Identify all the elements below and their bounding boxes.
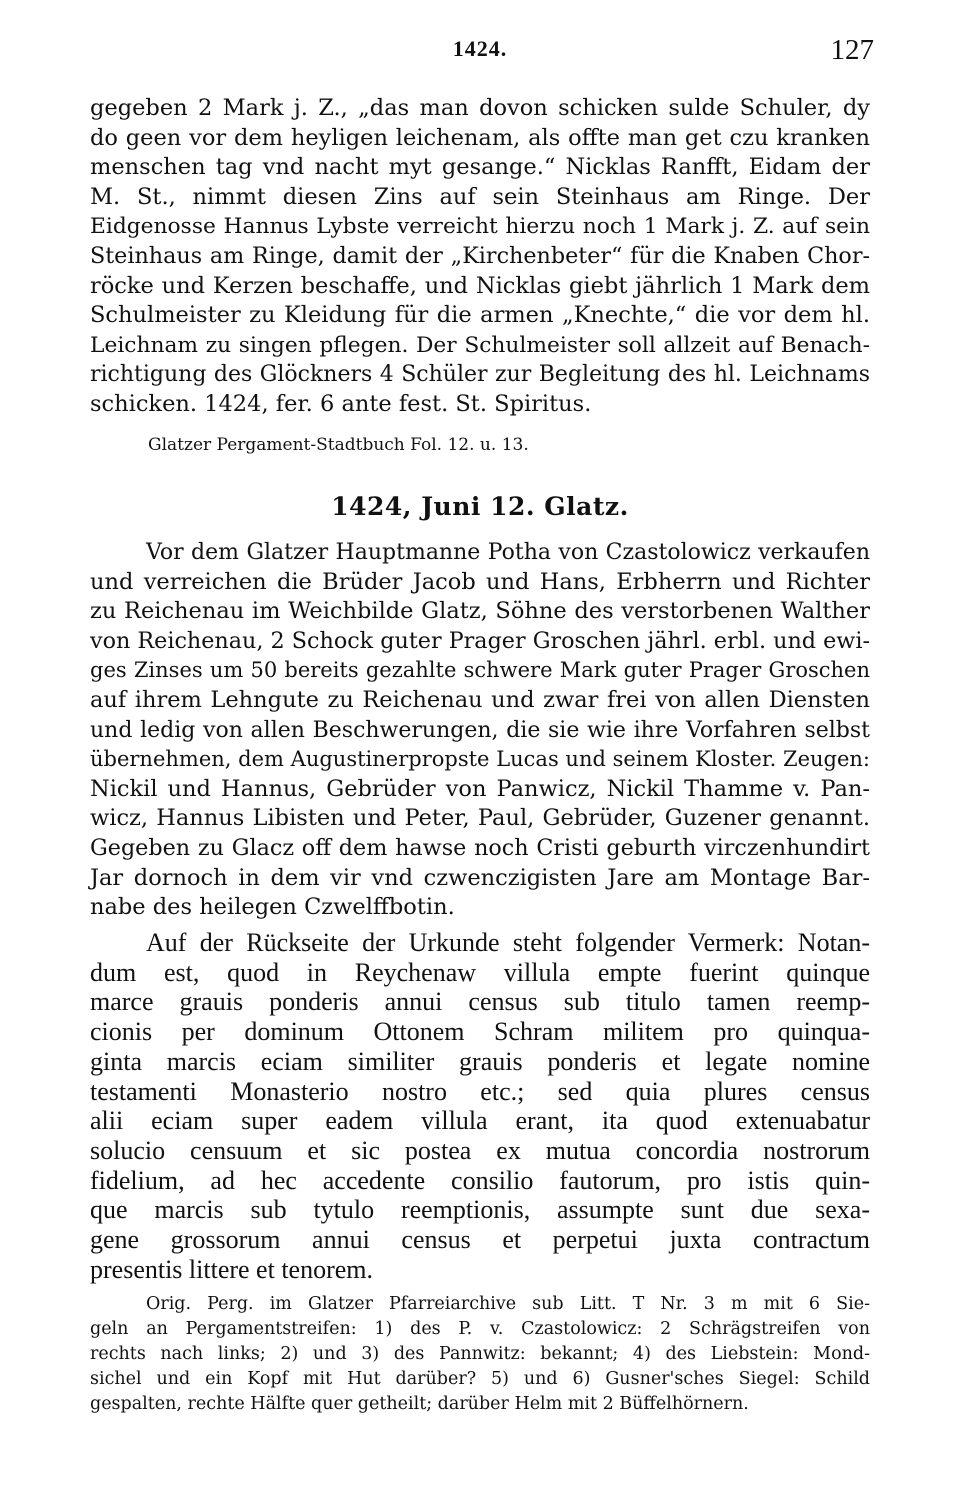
text-line: fidelium, ad hec accedente consilio fautorum, pro istis quin- <box>90 1165 870 1195</box>
latin-note-paragraph <box>90 928 870 1284</box>
text-line: ginta marcis eciam similiter grauis ponderis et legate nomine <box>90 1046 870 1076</box>
text-line: Jar dornoch in dem vir vnd czwenczigisten Jare am Montage Bar- <box>90 864 870 891</box>
text-line: ges Zinses um 50 bereits gezahlte schwere Mark guter Prager Groschen <box>90 658 870 683</box>
text-line: marce grauis ponderis annui census sub titulo tamen reemp- <box>90 987 870 1017</box>
page-number: 127 <box>830 34 874 66</box>
text-line: übernehmen, dem Augustinerpropste Lucas und seinem Kloster. Zeugen: <box>90 747 870 772</box>
source-line: Glatzer Pergament-Stadtbuch Fol. 12. u. 13. <box>148 435 529 455</box>
note-line: Orig. Perg. im Glatzer Pfarreiarchive sub Litt. T Nr. 3 m mit 6 Sie- <box>146 1294 870 1314</box>
text-line: cionis per dominum Ottonem Schram militem pro quinqua- <box>90 1017 870 1047</box>
note-line: geln an Pergamentstreifen: 1) des P. v. Czastolowicz: 2 Schrägstreifen von <box>90 1319 870 1339</box>
text-line: Vor dem Glatzer Hauptmanne Potha von Czastolowicz verkaufen <box>146 540 870 565</box>
text-line: Schulmeister zu Kleidung für die armen „Knechte,“ die vor dem hl. <box>90 302 870 329</box>
text-line: M. St., nimmt diesen Zins auf sein Steinhaus am Ringe. Der <box>90 183 870 210</box>
text-line: alii eciam super eadem villula erant, ita quod extenuabatur <box>90 1106 870 1136</box>
text-line: Nickil und Hannus, Gebrüder von Panwicz, Nickil Thamme v. Pan- <box>90 775 870 802</box>
note-line: sichel und ein Kopf mit Hut darüber? 5) und 6) Gusner'sches Siegel: Schild <box>90 1369 870 1389</box>
text-line: von Reichenau, 2 Schock guter Prager Groschen jährl. erbl. und ewi- <box>90 627 870 654</box>
text-line: menschen tag vnd nacht myt gesange.“ Nicklas Ranfft, Eidam der <box>90 154 870 181</box>
text-line: richtigung des Glöckners 4 Schüler zur Begleitung des hl. Leichnams <box>90 362 870 388</box>
document-summary-paragraph <box>90 538 870 923</box>
text-line: röcke und Kerzen beschaffe, und Nicklas giebt jährlich 1 Mark dem <box>90 272 870 299</box>
running-header-year: 1424. <box>452 36 508 61</box>
section-title: 1424, Juni 12. Glatz. <box>331 492 629 521</box>
text-line: auf ihrem Lehngute zu Reichenau und zwar frei von allen Diensten <box>90 686 870 713</box>
text-line: und ledig von allen Beschwerungen, die sie wie ihre Vorfahren selbst <box>90 717 870 743</box>
text-line: Gegeben zu Glacz off dem hawse noch Cristi geburth virczenhundirt <box>90 834 870 861</box>
text-line: solucio censuum et sic postea ex mutua concordia nostrorum <box>90 1135 870 1165</box>
text-line: presentis littere et tenorem. <box>90 1254 374 1284</box>
seal-description-note <box>90 1292 870 1417</box>
text-line: zu Reichenau im Weichbilde Glatz, Söhne des verstorbenen Walther <box>90 598 870 625</box>
text-line: nabe des heilegen Czwelffbotin. <box>90 894 455 921</box>
text-line: Leichnam zu singen pflegen. Der Schulmeister soll allzeit auf Benach- <box>90 332 870 358</box>
text-line: Auf der Rückseite der Urkunde steht folgender Vermerk: Notan- <box>146 928 870 957</box>
note-line: gespalten, rechte Hälfte quer getheilt; darüber Helm mit 2 Büffelhörnern. <box>90 1394 749 1414</box>
source-citation <box>90 434 870 456</box>
text-line: que marcis sub tytulo reemptionis, assumpte sunt due sexa- <box>90 1195 870 1225</box>
text-line: Eidgenosse Hannus Lybste verreicht hierzu noch 1 Mark j. Z. auf sein <box>90 214 870 240</box>
text-line: do geen vor dem heyligen leichenam, als offte man get czu kranken <box>90 124 870 151</box>
text-line: Steinhaus am Ringe, damit der „Kirchenbeter“ für die Knaben Chor- <box>90 242 870 269</box>
text-line: und verreichen die Brüder Jacob und Hans, Erbherrn und Richter <box>90 568 870 595</box>
text-line: schicken. 1424, fer. 6 ante fest. St. Spiritus. <box>90 390 592 417</box>
paragraph-continued <box>90 94 870 420</box>
note-line: rechts nach links; 2) und 3) des Pannwitz: bekannt; 4) des Liebstein: Mond- <box>90 1344 870 1364</box>
text-line: wicz, Hannus Libisten und Peter, Paul, Gebrüder, Guzener genannt. <box>90 805 870 832</box>
text-line: gene grossorum annui census et perpetui juxta contractum <box>90 1225 870 1255</box>
text-line: testamenti Monasterio nostro etc.; sed quia plures census <box>90 1076 870 1106</box>
text-line: dum est, quod in Reychenaw villula empte fuerint quinque <box>90 957 870 987</box>
text-line: gegeben 2 Mark j. Z., „das man dovon schicken sulde Schuler, dy <box>90 95 870 121</box>
